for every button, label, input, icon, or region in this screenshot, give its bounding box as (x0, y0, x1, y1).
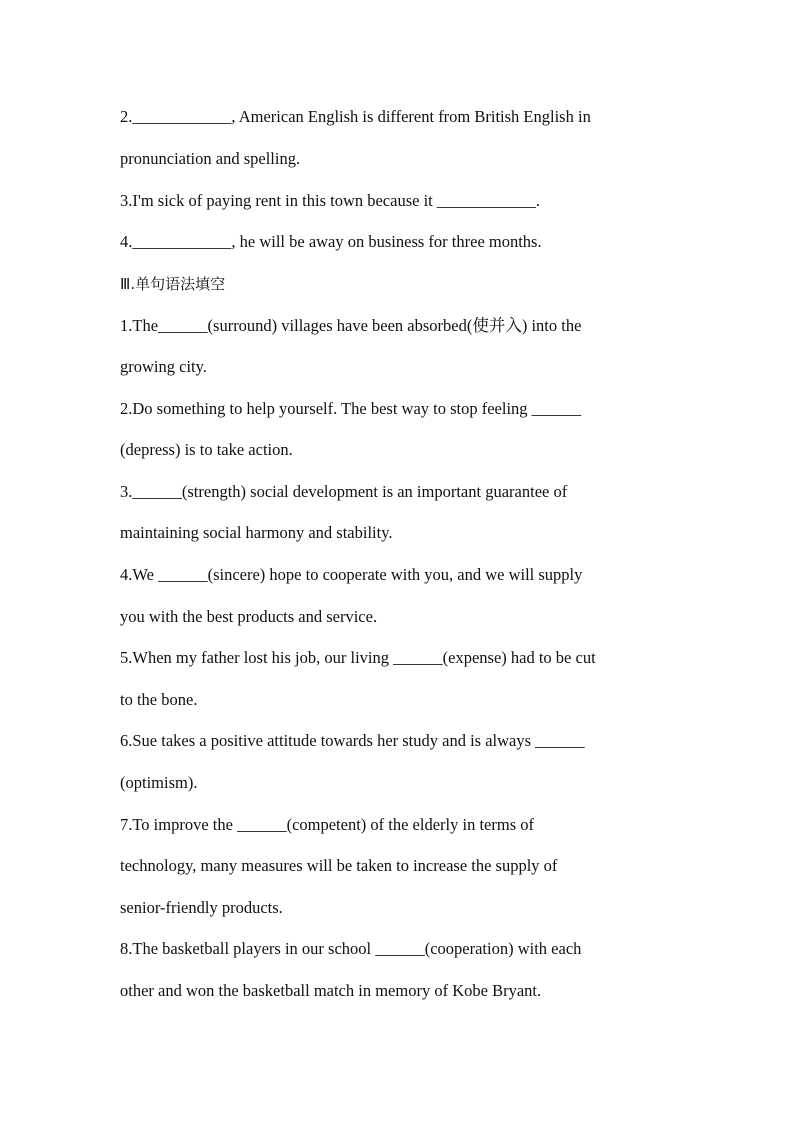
grammar-question-1-line-1: 1.The______(surround) villages have been absorbed(使并入) into the (120, 316, 582, 335)
grammar-question-2-line-1: 2.Do something to help yourself. The best way to stop feeling ______ (120, 399, 582, 418)
question-3-line-1: 3.I'm sick of paying rent in this town because it ____________. (120, 191, 540, 210)
grammar-question-3-line-2: maintaining social harmony and stability. (120, 523, 393, 542)
grammar-question-7-line-3: senior-friendly products. (120, 898, 283, 917)
grammar-question-8-line-2: other and won the basketball match in memory of Kobe Bryant. (120, 981, 542, 1000)
section-heading: Ⅲ.单句语法填空 (120, 275, 226, 293)
question-2-line-2: pronunciation and spelling. (120, 149, 301, 168)
grammar-question-7-line-1: 7.To improve the ______(competent) of the elderly in terms of (120, 815, 534, 834)
grammar-question-6-line-2: (optimism). (120, 773, 198, 792)
grammar-question-5-line-2: to the bone. (120, 690, 198, 709)
grammar-question-7-line-2: technology, many measures will be taken to increase the supply of (120, 856, 558, 875)
grammar-question-8-line-1: 8.The basketball players in our school ______(cooperation) with each (120, 939, 582, 958)
question-2-line-1: 2.____________, American English is different from British English in (120, 107, 591, 126)
grammar-question-4-line-1: 4.We ______(sincere) hope to cooperate with you, and we will supply (120, 565, 583, 584)
grammar-question-1-line-2: growing city. (120, 357, 207, 376)
grammar-question-6-line-1: 6.Sue takes a positive attitude towards her study and is always ______ (120, 731, 585, 750)
question-4-line-1: 4.____________, he will be away on business for three months. (120, 232, 542, 251)
grammar-question-2-line-2: (depress) is to take action. (120, 440, 293, 459)
grammar-question-4-line-2: you with the best products and service. (120, 607, 378, 626)
grammar-question-3-line-1: 3.______(strength) social development is an important guarantee of (120, 482, 568, 501)
grammar-question-5-line-1: 5.When my father lost his job, our living ______(expense) had to be cut (120, 648, 596, 667)
